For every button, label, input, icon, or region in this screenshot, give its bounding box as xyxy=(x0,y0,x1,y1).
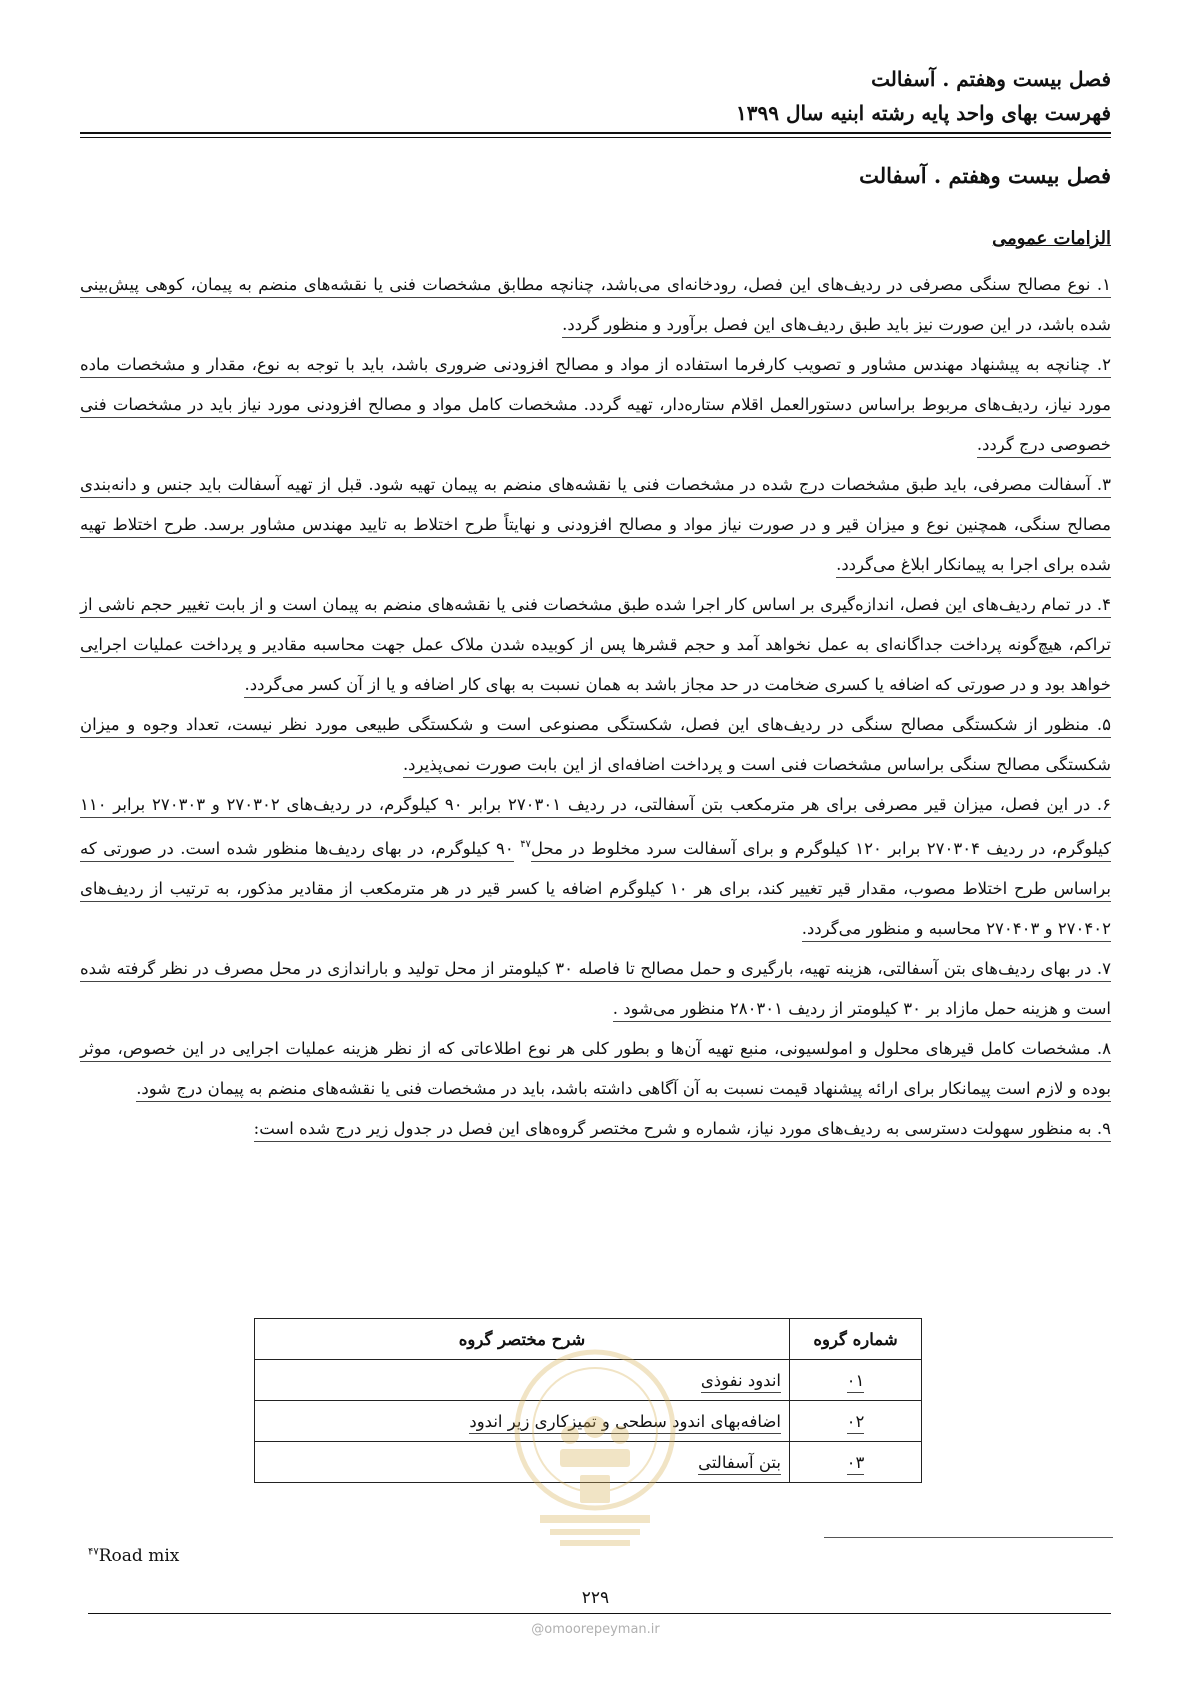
paragraph-text: ۵. منظور از شکستگی مصالح سنگی در ردیف‌های این فصل، شکستگی مصنوعی است و شکستگی طبیعی مورد نظر نیست، تعداد وجوه و میزان شکستگی مصالح سنگی براساس مشخصات فنی است و پرداخت اضافه‌ای از این بابت صورت نمی‌پذیرد. xyxy=(80,715,1111,778)
paragraph-text-part2: ۹۰ کیلوگرم، در بهای ردیف‌ها منظور شده است. در صورتی که براساس طرح اختلاط مصوب، مقدار قیر تغییر کند، برای هر ۱۰ کیلوگرم اضافه یا کسر قیر در هر مترمکعب از مقادیر مذکور، به ترتیب از ردیف‌های ۲۷۰۴۰۲ و ۲۷۰۴۰۳ محاسبه و منظور می‌گردد. xyxy=(80,839,1111,942)
paragraph-text: ۷. در بهای ردیف‌های بتن آسفالتی، هزینه تهیه، بارگیری و حمل مصالح تا فاصله ۳۰ کیلومتر از محل تولید و باراندازی در محل مصرف در نظر گرفته شده است و هزینه حمل مازاد بر ۳۰ کیلومتر از ردیف ۲۸۰۳۰۱ منظور می‌شود . xyxy=(80,959,1111,1022)
paragraph-1 xyxy=(80,265,1111,345)
paragraph-8 xyxy=(80,1029,1111,1109)
group-number: ۰۳ xyxy=(847,1453,865,1475)
paragraph-text: ۱. نوع مصالح سنگی مصرفی در ردیف‌های این فصل، رودخانه‌ای می‌باشد، چنانچه مطابق مشخصات فنی یا نقشه‌های منضم به پیمان، کوهی پیش‌بینی شده باشد، در این صورت نیز باید طبق ردیف‌های این فصل برآورد و منظور گردد. xyxy=(80,275,1111,338)
footnote-reference: ۴۷ xyxy=(520,839,531,850)
watermark-url: @omoorepeyman.ir xyxy=(531,1622,660,1637)
watermark-seal-logo xyxy=(510,1345,680,1585)
paragraph-5 xyxy=(80,705,1111,785)
group-number-cell xyxy=(790,1401,922,1442)
paragraph-6 xyxy=(80,785,1111,949)
section-title: فصل بیست وهفتم . آسفالت xyxy=(859,163,1111,188)
column-header-number: شماره گروه xyxy=(790,1319,922,1360)
paragraph-text-part1: ۶. در این فصل، میزان قیر مصرفی برای هر مترمکعب بتن آسفالتی، در ردیف ۲۷۰۳۰۱ برابر ۹۰ کیلوگرم، در ردیف‌های ۲۷۰۳۰۲ و ۲۷۰۳۰۳ برابر ۱۱۰ کیلوگرم، در ردیف ۲۷۰۳۰۴ برابر ۱۲۰ کیلوگرم و برای آسفالت سرد مخلوط در محل xyxy=(80,795,1111,862)
paragraph-4 xyxy=(80,585,1111,705)
group-description: بتن آسفالتی xyxy=(698,1453,781,1475)
body-text xyxy=(80,265,1111,1149)
group-description: اضافه‌بهای اندود سطحی و تمیزکاری زیر اندود xyxy=(469,1412,781,1434)
group-description: اندود نفوذی xyxy=(701,1371,781,1393)
page-header xyxy=(80,62,1111,130)
general-requirements-heading: الزامات عمومی xyxy=(992,228,1111,249)
paragraph-3 xyxy=(80,465,1111,585)
footnote xyxy=(88,1546,179,1566)
group-number: ۰۱ xyxy=(847,1371,865,1393)
paragraph-text: ۴. در تمام ردیف‌های این فصل، اندازه‌گیری بر اساس کار اجرا شده طبق مشخصات فنی یا نقشه‌های منضم به پیمان است و از بابت تغییر حجم ناشی از تراکم، هیچ‌گونه پرداخت جداگانه‌ای به عمل نخواهد آمد و حجم قشرها پس از کوبیده شدن ملاک عمل جهت محاسبه مقادیر و پرداخت عملیات اجرایی خواهد بود و در صورتی که اضافه یا کسری ضخامت در حد مجاز باشد به همان نسبت به بهای کار اضافه و یا از آن کسر می‌گردد. xyxy=(80,595,1111,698)
group-number: ۰۲ xyxy=(847,1412,865,1434)
paragraph-2 xyxy=(80,345,1111,465)
column-header-description: شرح مختصر گروه xyxy=(255,1319,790,1360)
page-number: ۲۲۹ xyxy=(581,1588,610,1608)
paragraph-text: ۳. آسفالت مصرفی، باید طبق مشخصات درج شده در مشخصات فنی یا نقشه‌های منضم به پیمان تهیه شود. قبل از تهیه آسفالت باید جنس و دانه‌بندی مصالح سنگی، همچنین نوع و میزان قیر و در صورت نیاز مواد و مصالح افزودنی و نهایتاً طرح اختلاط به تایید مهندس مشاور برسد. طرح اختلاط تهیه شده برای اجرا به پیمانکار ابلاغ می‌گردد. xyxy=(80,475,1111,578)
footnote-marker: ۴۷ xyxy=(88,1546,99,1558)
header-chapter-title: فصل بیست وهفتم . آسفالت xyxy=(871,67,1111,91)
paragraph-text: ۹. به منظور سهولت دسترسی به ردیف‌های مورد نیاز، شماره و شرح مختصر گروه‌های این فصل در جدول زیر درج شده است: xyxy=(254,1119,1111,1142)
group-number-cell xyxy=(790,1442,922,1483)
paragraph-9 xyxy=(80,1109,1111,1149)
footnote-text: Road mix xyxy=(98,1546,180,1566)
paragraph-text: ۲. چنانچه به پیشنهاد مهندس مشاور و تصویب کارفرما استفاده از مواد و مصالح افزودنی ضروری باشد، باید با توجه به نوع، مقدار و مشخصات ماده مورد نیاز، ردیف‌های مربوط براساس دستورالعمل اقلام ستاره‌دار، تهیه گردد. مشخصات کامل مواد و مصالح افزودنی مورد نیاز باید در مشخصات فنی خصوصی درج گردد. xyxy=(80,355,1111,458)
header-rule-thick xyxy=(80,132,1111,134)
header-document-title: فهرست بهای واحد پایه رشته ابنیه سال ۱۳۹۹ xyxy=(736,101,1111,125)
footer-rule xyxy=(88,1613,1111,1614)
paragraph-7 xyxy=(80,949,1111,1029)
footnote-separator xyxy=(824,1537,1113,1538)
group-number-cell xyxy=(790,1360,922,1401)
header-rule-thin xyxy=(80,137,1111,138)
paragraph-text: ۸. مشخصات کامل قیرهای محلول و امولسیونی، منبع تهیه آن‌ها و بطور کلی هر نوع اطلاعاتی که از نظر هزینه عملیات اجرایی در این خصوص، موثر بوده و لازم است پیمانکار برای ارائه پیشنهاد قیمت نسبت به آن آگاهی داشته باشد، باید در مشخصات فنی یا نقشه‌های منضم به پیمان درج شود. xyxy=(80,1039,1111,1102)
